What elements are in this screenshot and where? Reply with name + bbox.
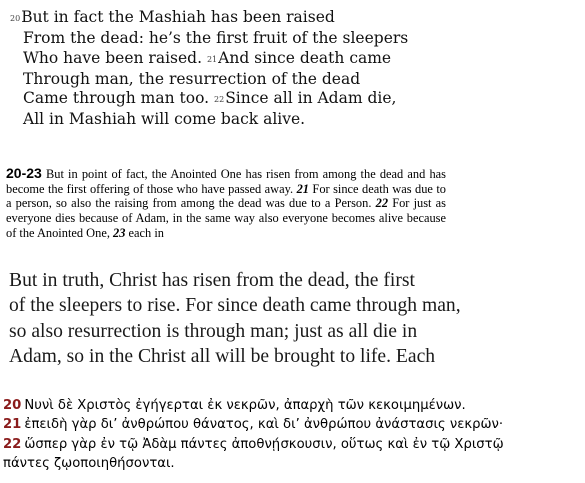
paragraph-text: For since death was due to a person, so also the raising from among the dead was due to a Person.: [6, 181, 446, 211]
line-text: All in Mashiah will come back alive.: [23, 110, 306, 129]
text-line: [10, 110, 585, 129]
verse-number: 20: [3, 398, 22, 413]
line-text: Came through man too.: [23, 89, 210, 108]
text-line: [3, 435, 585, 454]
text-line: [3, 415, 585, 434]
text-line: [10, 89, 585, 110]
verse-number: 21: [3, 417, 22, 433]
text-line: Adam, so in the Christ all will be brought to life. Each: [9, 345, 436, 367]
text-line: [10, 8, 585, 29]
greek-text: [3, 396, 585, 473]
line-text: ὥσπερ γὰρ ἐν τῷ Ἀδὰμ πάντες ἀποθνῄσκουσιν, οὕτως καὶ ἐν τῷ Χριστῷ: [24, 436, 504, 452]
paragraph-text: For just as everyone dies because of Adam, in the same way also everyone becomes alive because of the Anointed One,: [6, 196, 446, 240]
text-line: [10, 70, 585, 89]
verse-number: 22: [214, 95, 225, 105]
poetic-translation: [10, 8, 585, 130]
text-line: [10, 29, 585, 48]
line-text: But in fact the Mashiah has been raised: [21, 8, 335, 26]
text-line: But in truth, Christ has risen from the dead, the first: [9, 270, 415, 291]
paragraph-text: But in point of fact, the Anointed One has risen from among the dead and has become the first offering of those who have passed away.: [6, 167, 446, 196]
line-text: And since death came: [218, 48, 392, 67]
text-line: [3, 454, 585, 473]
line-text: ἐπειδὴ γὰρ δι’ ἀνθρώπου θάνατος, καὶ δι’ ἀνθρώπου ἀνάστασις νεκρῶν·: [24, 417, 504, 433]
line-text: Νυνὶ δὲ Χριστὸς ἐγήγερται ἐκ νεκρῶν, ἀπαρχὴ τῶν κεκοιμημένων.: [24, 398, 466, 413]
verse-number: 22: [375, 196, 389, 211]
verse-number: 20: [10, 14, 21, 23]
line-text: Since all in Adam die,: [225, 89, 397, 108]
line-text: Who have been raised.: [23, 48, 203, 67]
text-line: of the sleepers to rise. For since death came through man,: [9, 295, 461, 317]
line-text: From the dead: he’s the first fruit of the sleepers: [23, 29, 409, 48]
paragraph-text: each in: [128, 225, 164, 240]
line-text: Through man, the resurrection of the dead: [23, 69, 361, 88]
verse-number: 21: [296, 181, 309, 196]
text-line: [3, 396, 585, 415]
line-text: πάντες ζῳοποιηθήσονται.: [3, 455, 175, 471]
verse-number: 22: [3, 436, 22, 452]
text-line: so also resurrection is through man; just as all die in: [9, 320, 418, 342]
text-line: [10, 49, 585, 70]
verse-number: 23: [113, 225, 126, 240]
passage-reference: 20-23: [6, 166, 42, 181]
verse-number: 21: [206, 54, 218, 64]
scanned-translation-paragraph: [6, 166, 446, 244]
large-print-translation: [9, 268, 585, 369]
